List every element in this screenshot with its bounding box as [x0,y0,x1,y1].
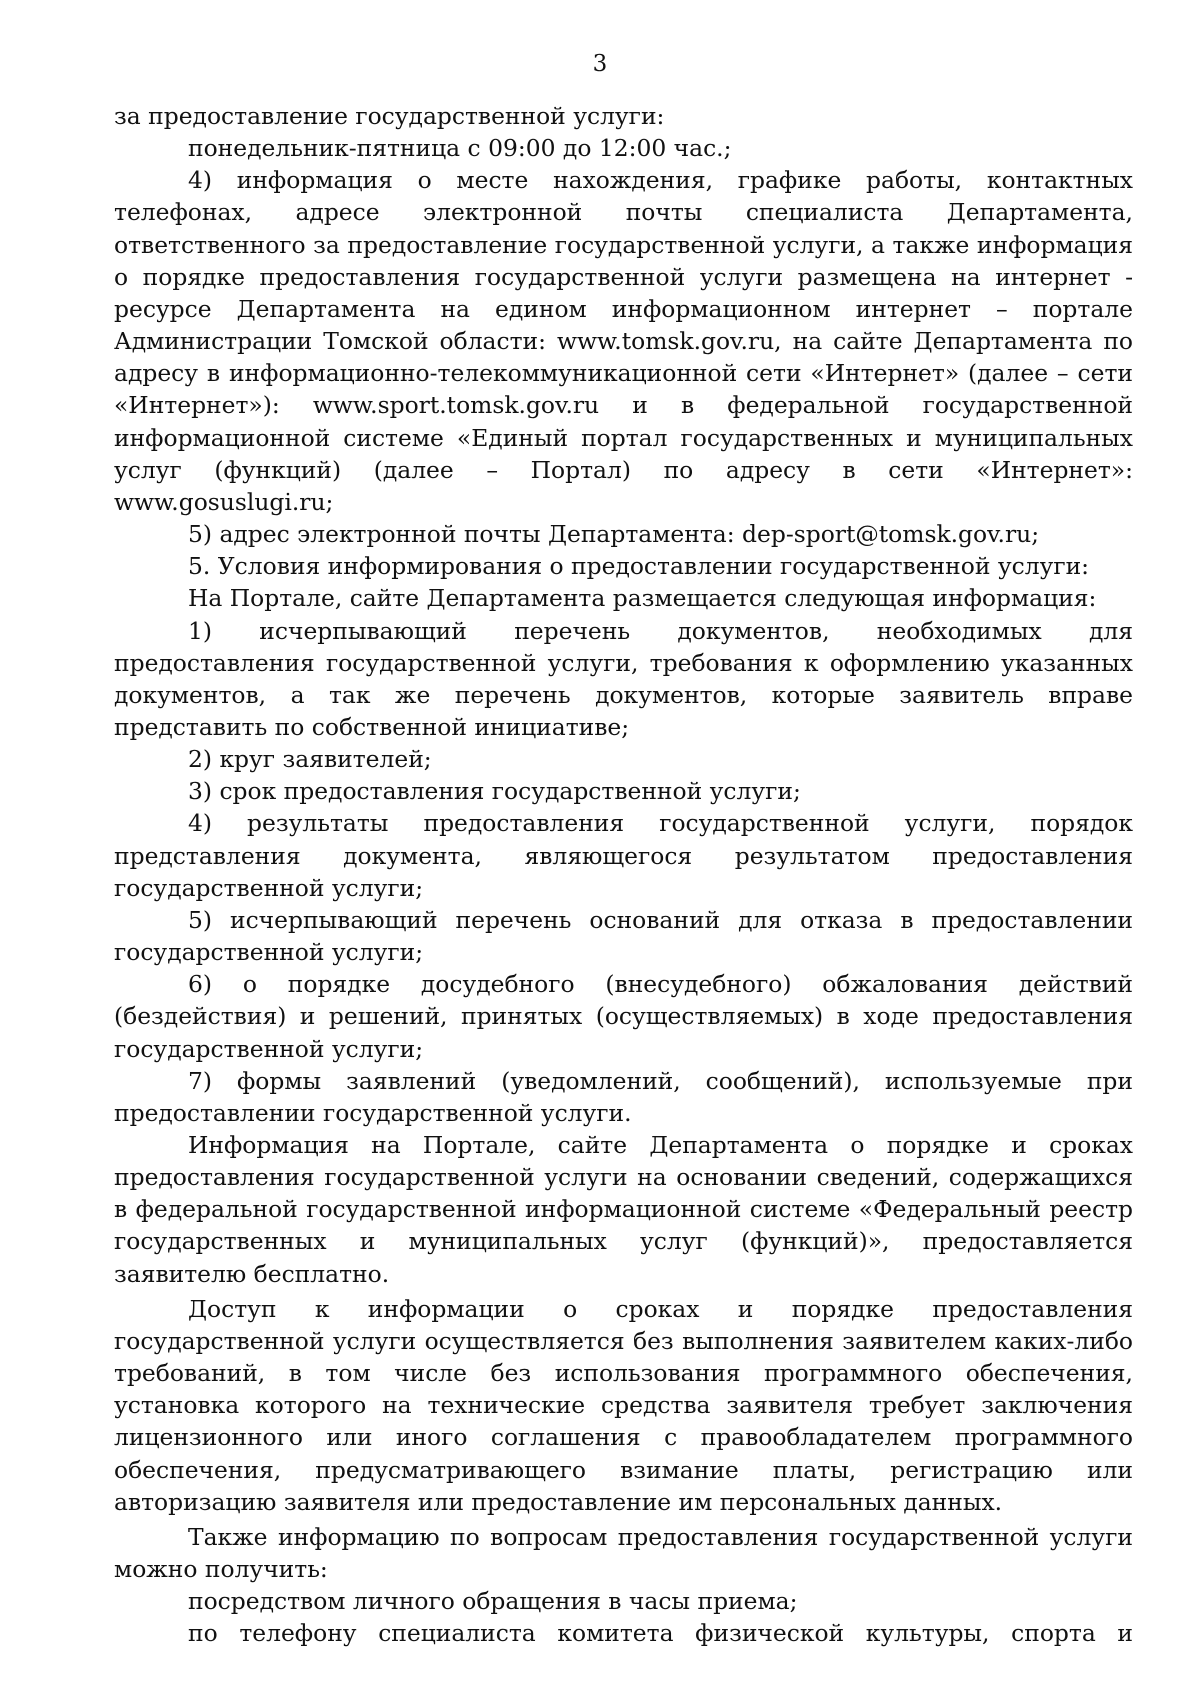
paragraph: На Портале, сайте Департамента размещается следующая информация: [188,584,1097,613]
paragraph: 4) информация о месте нахождения, графике работы, контактных телефонах, адресе электронной почты специалиста Департамента, ответственного за предоставление государственной услуги, а также информация о порядке предоставления государственной услуги размещена на интернет - ресурсе Департамента на едином информационном интернет – портале Администрации Томской области: www.tomsk.gov.ru, на сайте Департамента по адресу в информационно-телекоммуникационной сети «Интернет» (далее – сети «Интернет»): www.sport.tomsk.gov.ru и в федеральной государственной информационной системе «Единый портал государственных и муниципальных услуг (функций) (далее – Портал) по адресу в сети «Интернет»: www.gosuslugi.ru; [114,166,1133,516]
paragraph: 1) исчерпывающий перечень документов, необходимых для предоставления государственной услуги, требования к оформлению указанных документов, а так же перечень документов, которые заявитель вправе представить по собственной инициативе; [114,616,1133,741]
paragraph: Доступ к информации о сроках и порядке предоставления государственной услуги осуществляется без выполнения заявителем каких-либо требований, в том числе без использования программного обеспечения, установка которого на технические средства заявителя требует заключения лицензионного или иного соглашения с правообладателем программного обеспечения, предусматривающего взимание платы, регистрацию или авторизацию заявителя или предоставление им персональных данных. [114,1294,1133,1516]
paragraph: 5) адрес электронной почты Департамента: dep-sport@tomsk.gov.ru; [188,520,1040,549]
paragraph: 5) исчерпывающий перечень оснований для отказа в предоставлении государственной услуги; [114,905,1133,967]
paragraph: 3) срок предоставления государственной услуги; [188,777,801,806]
paragraph: по телефону специалиста комитета физической культуры, спорта и [188,1619,1133,1648]
document-body [114,100,1133,1650]
paragraph: Информация на Портале, сайте Департамента о порядке и сроках предоставления государственной услуги на основании сведений, содержащихся в федеральной государственной информационной системе «Федеральный реестр государственных и муниципальных услуг (функций)», предоставляется заявителю бесплатно. [114,1131,1133,1288]
paragraph: 4) результаты предоставления государственной услуги, порядок представления документа, являющегося результатом предоставления государственной услуги; [114,809,1133,902]
paragraph: понедельник-пятница с 09:00 до 12:00 час.; [188,134,732,163]
paragraph: за предоставление государственной услуги: [114,102,665,130]
paragraph: 7) формы заявлений (уведомлений, сообщений), используемые при предоставлении государственной услуги. [114,1066,1133,1127]
paragraph: Также информацию по вопросам предоставления государственной услуги можно получить: [114,1522,1133,1584]
paragraph: 2) круг заявителей; [188,745,432,774]
paragraph: посредством личного обращения в часы приема; [188,1587,798,1616]
paragraph: 5. Условия информирования о предоставлении государственной услуги: [188,552,1090,581]
paragraph: 6) о порядке досудебного (внесудебного) обжалования действий (бездействия) и решений, принятых (осуществляемых) в ходе предоставления государственной услуги; [114,970,1133,1063]
page-number: 3 [592,51,608,77]
